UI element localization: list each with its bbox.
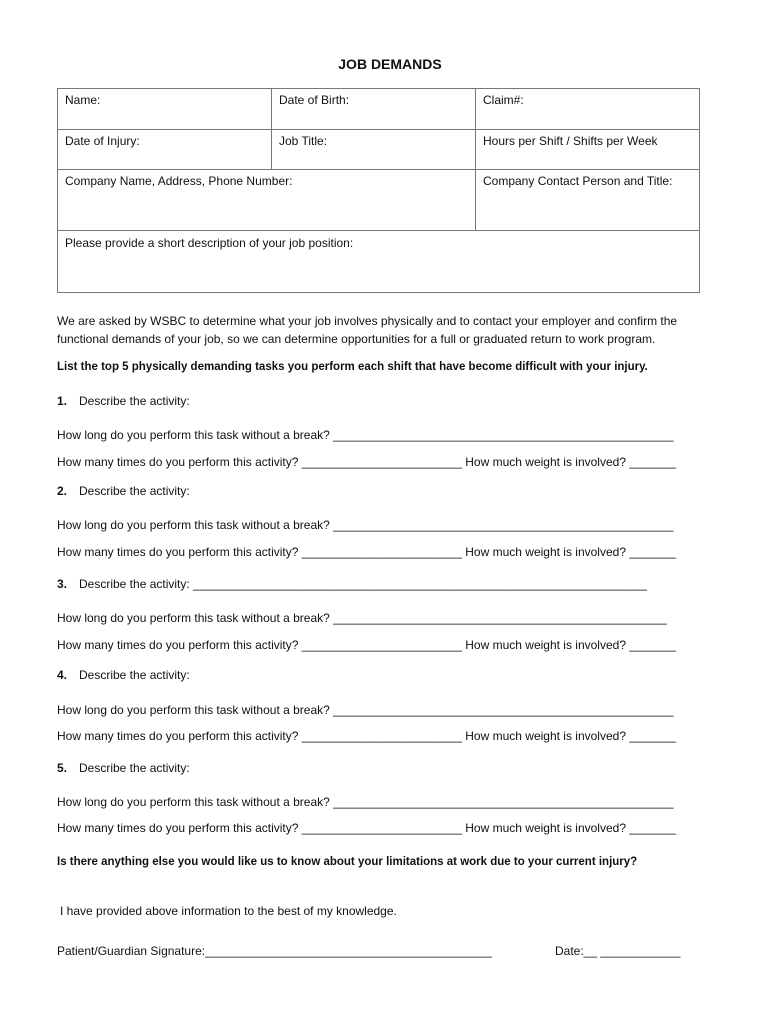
knowledge-statement: I have provided above information to the best of my knowledge.	[60, 904, 397, 918]
task-duration-line[interactable]: How long do you perform this task without a break? ___________________________________________________	[57, 703, 674, 717]
task-number: 5.	[57, 761, 68, 775]
intro-line-2: functional demands of your job, so we can determine opportunities for a full or graduated return to work program.	[57, 332, 656, 346]
doi-cell[interactable]	[58, 130, 272, 170]
task-number: 2.	[57, 484, 68, 498]
describe-activity[interactable]: Describe the activity: ____________________________________________________________________	[79, 577, 647, 591]
job-title-cell[interactable]	[272, 130, 476, 170]
task-frequency-line[interactable]: How many times do you perform this activity? ________________________ How much weight is involved? _______	[57, 638, 677, 652]
limitations-question: Is there anything else you would like us to know about your limitations at work due to your current injury?	[57, 856, 638, 868]
dob-label: Date of Birth:	[279, 93, 350, 107]
description-label: Please provide a short description of your job position:	[65, 236, 354, 250]
claimant-info-table	[57, 88, 700, 293]
task-duration-line[interactable]: How long do you perform this task without a break? ___________________________________________________	[57, 428, 674, 442]
claim-cell[interactable]	[476, 89, 699, 130]
company-label: Company Name, Address, Phone Number:	[65, 174, 293, 188]
describe-activity[interactable]: Describe the activity:	[79, 484, 190, 498]
name-cell[interactable]	[58, 89, 272, 130]
task-frequency-line[interactable]: How many times do you perform this activity? ________________________ How much weight is involved? _______	[57, 455, 677, 469]
task-frequency-line[interactable]: How many times do you perform this activity? ________________________ How much weight is involved? _______	[57, 545, 677, 559]
task-number: 3.	[57, 577, 68, 591]
task-duration-line[interactable]: How long do you perform this task without a break? ___________________________________________________	[57, 518, 674, 532]
claim-label: Claim#:	[483, 93, 524, 107]
company-cell[interactable]	[58, 170, 476, 231]
doi-label: Date of Injury:	[65, 134, 140, 148]
dob-cell[interactable]	[272, 89, 476, 130]
page-title: JOB DEMANDS	[338, 56, 442, 72]
signature-line[interactable]: Patient/Guardian Signature:___________________________________________	[57, 944, 493, 958]
contact-label: Company Contact Person and Title:	[483, 174, 673, 188]
task-duration-line[interactable]: How long do you perform this task without a break? ___________________________________________________	[57, 795, 674, 809]
describe-activity[interactable]: Describe the activity:	[79, 394, 190, 408]
task-frequency-line[interactable]: How many times do you perform this activity? ________________________ How much weight is involved? _______	[57, 821, 677, 835]
describe-activity[interactable]: Describe the activity:	[79, 761, 190, 775]
task-frequency-line[interactable]: How many times do you perform this activity? ________________________ How much weight is involved? _______	[57, 729, 677, 743]
task-number: 1.	[57, 394, 68, 408]
hours-label: Hours per Shift / Shifts per Week	[483, 134, 658, 148]
name-label: Name:	[65, 93, 101, 107]
date-line[interactable]: Date:__ ____________	[555, 944, 681, 958]
hours-cell[interactable]	[476, 130, 699, 170]
task-number: 4.	[57, 668, 68, 682]
contact-cell[interactable]	[476, 170, 699, 231]
intro-line-1: We are asked by WSBC to determine what your job involves physically and to contact your employer and confirm the	[57, 314, 678, 328]
job-title-label: Job Title:	[279, 134, 328, 148]
describe-activity[interactable]: Describe the activity:	[79, 668, 190, 682]
list-heading: List the top 5 physically demanding tasks you perform each shift that have become difficult with your injury.	[57, 361, 648, 373]
task-duration-line[interactable]: How long do you perform this task without a break? __________________________________________________	[57, 611, 667, 625]
description-cell[interactable]	[58, 231, 699, 292]
